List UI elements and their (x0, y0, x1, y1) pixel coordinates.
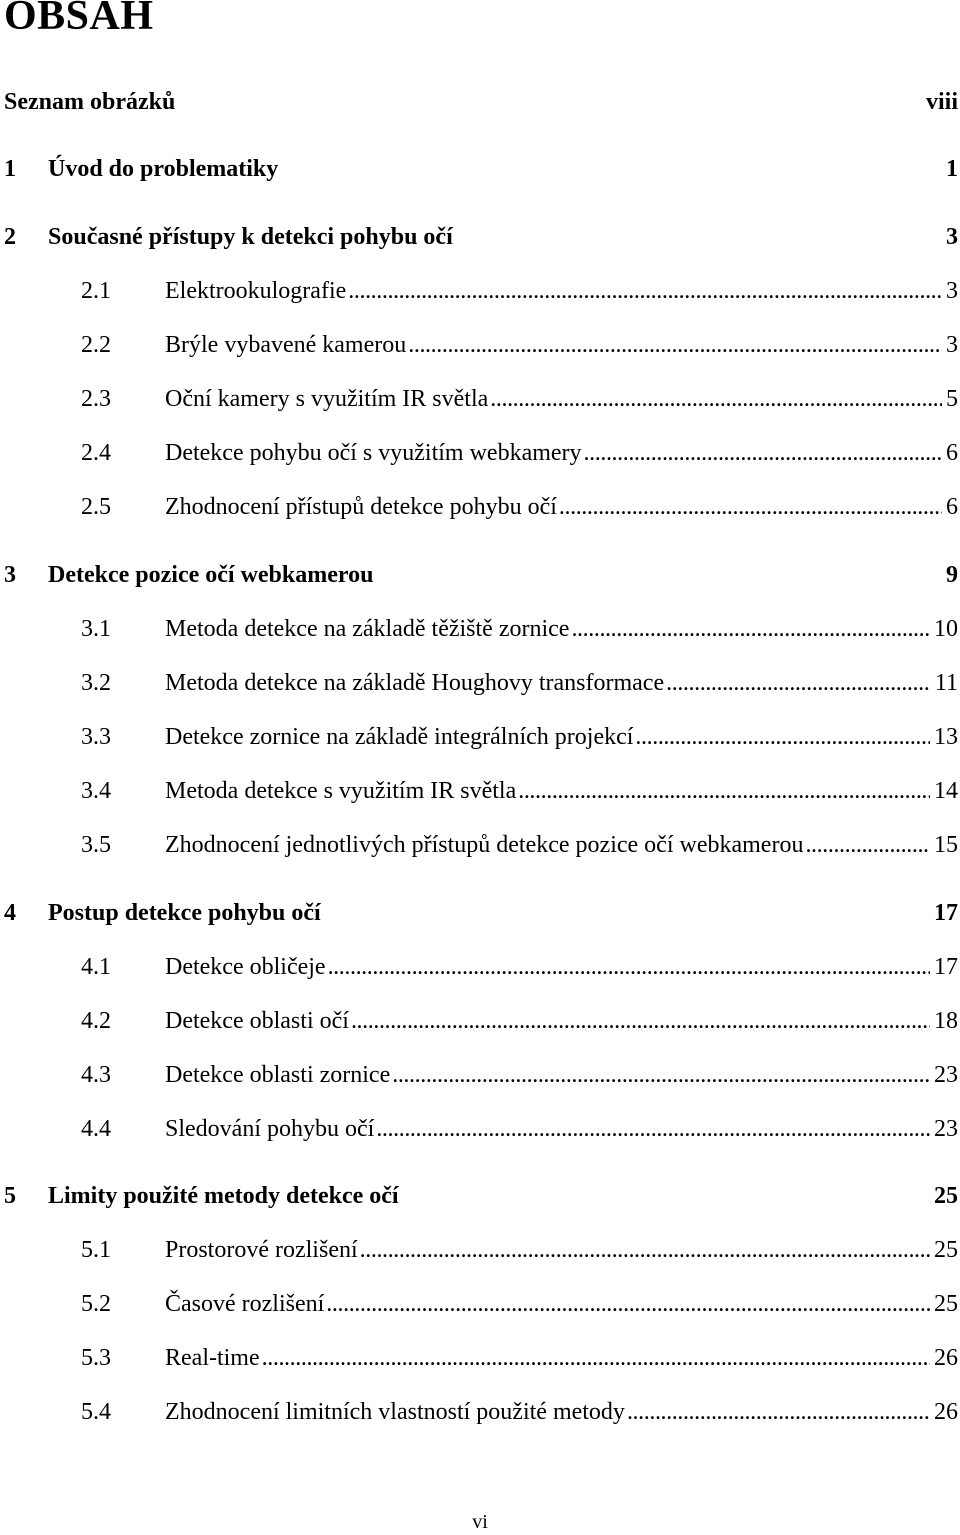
toc-entry-page: 17 (934, 900, 958, 926)
toc-entry-title: Sledování pohybu očí (165, 1111, 376, 1147)
toc-entry-page: 6 (942, 435, 958, 471)
toc-entry-title: Detekce pozice očí webkamerou (48, 562, 374, 588)
toc-entry[interactable] (0, 665, 960, 701)
page-title: OBSAH (4, 0, 154, 39)
dot-leader (262, 1340, 930, 1376)
toc-entry[interactable] (0, 1286, 960, 1322)
toc-entry-title: Postup detekce pohybu očí (48, 900, 321, 926)
toc-entry[interactable] (0, 1003, 960, 1039)
dot-leader (805, 827, 930, 863)
toc-entry[interactable] (0, 827, 960, 863)
toc-entry-title: Zhodnocení přístupů detekce pohybu očí (165, 489, 559, 525)
toc-entry-title: Detekce obličeje (165, 949, 328, 985)
toc-entry-page: 23 (930, 1111, 958, 1147)
toc-entry[interactable] (0, 895, 960, 931)
dot-leader (584, 435, 942, 471)
dot-leader (360, 1232, 930, 1268)
toc-entry-page: 23 (930, 1057, 958, 1093)
toc-entry-title: Časové rozlišení (165, 1286, 326, 1322)
toc-entry-title: Detekce oblasti očí (165, 1003, 351, 1039)
toc-entry[interactable] (0, 1178, 960, 1214)
toc-entry-number: 3.1 (81, 616, 111, 642)
toc-entry-page: 13 (930, 719, 958, 755)
dot-leader (408, 327, 942, 363)
toc-entry-page: 15 (930, 827, 958, 863)
toc-entry-number: 4.4 (81, 1116, 111, 1142)
toc-entry-title: Oční kamery s využitím IR světla (165, 381, 490, 417)
dot-leader (326, 1286, 930, 1322)
toc-entry-number: 5 (4, 1183, 16, 1209)
toc-entry-number: 3.3 (81, 724, 111, 750)
toc-entry-title: Zhodnocení jednotlivých přístupů detekce pozice očí webkamerou (165, 827, 805, 863)
toc-entry-number: 2.2 (81, 332, 111, 358)
toc-entry[interactable] (0, 151, 960, 187)
toc-entry[interactable] (0, 1057, 960, 1093)
toc-entry[interactable] (0, 1111, 960, 1147)
toc-entry-number: 2 (4, 224, 16, 250)
toc-entry-number: 5.2 (81, 1291, 111, 1317)
toc-entry-title: Detekce zornice na základě integrálních projekcí (165, 719, 635, 755)
toc-entry-page: 25 (930, 1286, 958, 1322)
toc-entry-title: Úvod do problematiky (48, 156, 279, 182)
toc-entry-number: 1 (4, 156, 16, 182)
toc-entry-title: Detekce pohybu očí s využitím webkamery (165, 435, 584, 471)
toc-entry-number: 5.3 (81, 1345, 111, 1371)
toc-entry-page: 14 (930, 773, 958, 809)
toc-entry-page: 9 (946, 562, 958, 588)
dot-leader (571, 611, 930, 647)
toc-entry[interactable] (0, 1394, 960, 1430)
toc-entry-page: 25 (930, 1232, 958, 1268)
toc-entry-number: 3.2 (81, 670, 111, 696)
toc-entry-page: 11 (931, 665, 958, 701)
toc-entry-title: Metoda detekce s využitím IR světla (165, 773, 518, 809)
toc-entry-title: Real-time (165, 1340, 262, 1376)
toc-entry[interactable] (0, 611, 960, 647)
toc-entry[interactable] (0, 273, 960, 309)
toc-entry-title: Metoda detekce na základě těžiště zornice (165, 611, 571, 647)
toc-entry-page: 6 (942, 489, 958, 525)
dot-leader (376, 1111, 930, 1147)
toc-entry-number: 4.3 (81, 1062, 111, 1088)
toc-entry-number: 2.1 (81, 278, 111, 304)
toc-entry-page: viii (925, 89, 958, 115)
toc-entry-number: 2.4 (81, 440, 111, 466)
dot-leader (666, 665, 931, 701)
dot-leader (518, 773, 930, 809)
toc-entry-page: 25 (934, 1183, 958, 1209)
dot-leader (490, 381, 942, 417)
toc-entry-page: 3 (942, 273, 958, 309)
toc-entry[interactable] (0, 84, 960, 120)
toc-entry-page: 3 (946, 224, 958, 250)
toc-entry-number: 3.4 (81, 778, 111, 804)
page-number: vi (472, 1511, 488, 1533)
toc-entry-page: 17 (930, 949, 958, 985)
toc-entry-title: Metoda detekce na základě Houghovy transformace (165, 665, 666, 701)
dot-leader (351, 1003, 930, 1039)
toc-entry-number: 4.2 (81, 1008, 111, 1034)
toc-entry-number: 5.4 (81, 1399, 111, 1425)
toc-entry-page: 1 (946, 156, 958, 182)
toc-entry-title: Zhodnocení limitních vlastností použité metody (165, 1394, 627, 1430)
toc-entry-page: 26 (930, 1340, 958, 1376)
toc-entry-title: Seznam obrázků (4, 89, 176, 115)
toc-entry[interactable] (0, 219, 960, 255)
toc-entry-title: Limity použité metody detekce očí (48, 1183, 399, 1209)
dot-leader (559, 489, 942, 525)
toc-entry[interactable] (0, 381, 960, 417)
toc-entry-number: 3.5 (81, 832, 111, 858)
dot-leader (627, 1394, 930, 1430)
toc-entry[interactable] (0, 1232, 960, 1268)
toc-entry-number: 4 (4, 900, 16, 926)
toc-entry-title: Detekce oblasti zornice (165, 1057, 392, 1093)
toc-entry[interactable] (0, 557, 960, 593)
toc-entry-page: 18 (930, 1003, 958, 1039)
toc-entry[interactable] (0, 949, 960, 985)
toc-entry-page: 5 (942, 381, 958, 417)
toc-entry-number: 2.5 (81, 494, 111, 520)
toc-entry-number: 3 (4, 562, 16, 588)
toc-entry[interactable] (0, 719, 960, 755)
toc-entry[interactable] (0, 327, 960, 363)
dot-leader (328, 949, 930, 985)
dot-leader (392, 1057, 930, 1093)
toc-entry[interactable] (0, 773, 960, 809)
toc-entry[interactable] (0, 1340, 960, 1376)
toc-entry-title: Elektrookulografie (165, 273, 348, 309)
toc-entry-page: 3 (942, 327, 958, 363)
toc-entry-number: 5.1 (81, 1237, 111, 1263)
toc-entry[interactable] (0, 435, 960, 471)
toc-entry-title: Současné přístupy k detekci pohybu očí (48, 224, 453, 250)
dot-leader (348, 273, 942, 309)
toc-entry-title: Prostorové rozlišení (165, 1232, 360, 1268)
toc-entry-page: 26 (930, 1394, 958, 1430)
toc-entry-page: 10 (930, 611, 958, 647)
toc-entry[interactable] (0, 489, 960, 525)
dot-leader (635, 719, 930, 755)
toc-entry-number: 2.3 (81, 386, 111, 412)
toc-entry-title: Brýle vybavené kamerou (165, 327, 408, 363)
toc-entry-number: 4.1 (81, 954, 111, 980)
